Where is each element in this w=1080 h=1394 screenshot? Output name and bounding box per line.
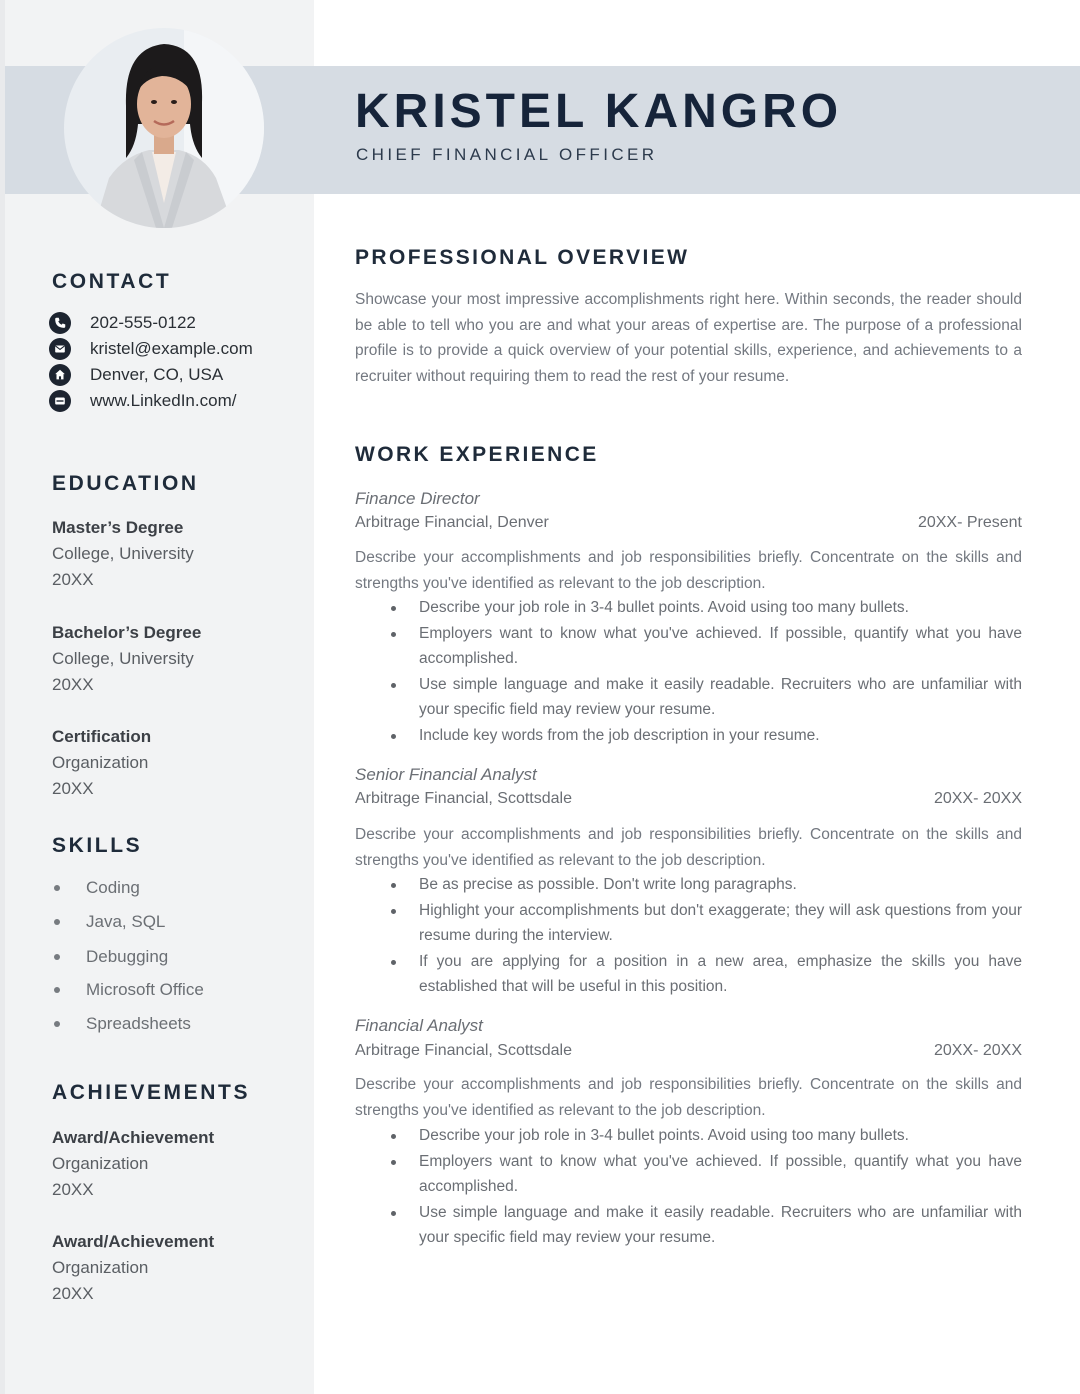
bullet-dot [391,734,396,739]
skill-label: Coding [86,878,140,897]
education-item [52,724,151,802]
education-school: College, University [52,544,194,563]
bullet-dot [54,919,60,925]
job-bullet-text: Highlight your accomplishments but don't exaggerate; they will ask questions from your resume during the interview. [419,901,1022,944]
achievement-year: 20XX [52,1180,94,1199]
job-bullets [355,872,1022,1000]
contact-web-text: www.LinkedIn.com/ [90,391,237,410]
contact-heading: CONTACT [52,270,172,293]
achievement-title: Award/Achievement [52,1128,215,1147]
education-school: College, University [52,649,194,668]
education-year: 20XX [52,675,94,694]
job-dates: 20XX- 20XX [933,790,1022,807]
job-bullet [355,949,1022,1000]
education-year: 20XX [52,779,94,798]
skill-label: Spreadsheets [86,1014,191,1033]
contact-email-text: kristel@example.com [90,339,253,358]
job-meta [355,790,1022,808]
location-icon [49,364,71,386]
education-degree: Certification [52,727,152,746]
skill-item [52,947,168,967]
job-bullet [355,1149,1022,1200]
job-meta [355,1042,1022,1060]
job-bullet-text: If you are applying for a position in a new area, emphasize the skills you have established that will be useful in this position. [419,952,1022,995]
job-bullets [355,595,1022,748]
job-bullet-text: Be as precise as possible. Don't write long paragraphs. [419,876,797,893]
achievement-item [52,1229,214,1307]
work-heading: WORK EXPERIENCE [355,443,599,466]
education-heading: EDUCATION [52,472,199,495]
job-dates: 20XX- Present [917,514,1022,531]
job-bullet [355,595,1022,621]
job-title: Finance Director [355,489,480,508]
contact-phone-text: 202-555-0122 [90,313,196,332]
skills-heading: SKILLS [52,834,143,857]
education-item [52,620,201,698]
job-title: Financial Analyst [355,1016,483,1035]
job-meta [355,514,1022,532]
achievement-title: Award/Achievement [52,1232,215,1251]
overview-heading: PROFESSIONAL OVERVIEW [355,246,690,269]
job-bullet [355,1200,1022,1251]
job-company: Arbitrage Financial, Denver [355,514,549,531]
bullet-dot [391,1211,396,1216]
job-company: Arbitrage Financial, Scottsdale [355,790,572,807]
job-summary: Describe your accomplishments and job responsibilities briefly. Concentrate on the skills and strengths you've identified as relevant to the job description. [355,1076,1022,1119]
bullet-dot [391,606,396,611]
job-bullet [355,872,1022,898]
education-item [52,515,194,593]
job-bullet [355,898,1022,949]
overview-text: Showcase your most impressive accomplishments right here. Within seconds, the reader should be able to tell who you are and what your areas of expertise are. The purpose of a professional profile is to provide a quick overview of your potential skills, experience, and achievements to a recruiter without requiring them to read the rest of your resume. [355,291,1022,385]
bullet-dot [54,1021,60,1027]
achievement-item [52,1125,214,1203]
job-bullet-text: Use simple language and make it easily readable. Recruiters who are unfamiliar with your specific field may review your resume. [419,675,1022,718]
job-summary: Describe your accomplishments and job responsibilities briefly. Concentrate on the skills and strengths you've identified as relevant to the job description. [355,826,1022,869]
contact-web [49,389,236,413]
job-bullet [355,1123,1022,1149]
job-bullets [355,1123,1022,1251]
contact-phone [49,311,196,335]
job-bullet-text: Describe your job role in 3-4 bullet points. Avoid using too many bullets. [419,1127,909,1144]
skill-label: Debugging [86,947,169,966]
job-bullet-text: Describe your job role in 3-4 bullet points. Avoid using too many bullets. [419,599,909,616]
job-title: Senior Financial Analyst [355,765,537,784]
person-name: KRISTEL KANGRO [355,85,843,138]
education-school: Organization [52,753,149,772]
contact-location-text: Denver, CO, USA [90,365,224,384]
job-summary: Describe your accomplishments and job responsibilities briefly. Concentrate on the skills and strengths you've identified as relevant to the job description. [355,549,1022,592]
contact-email [49,337,253,361]
skill-item [52,980,204,1000]
skill-item [52,912,165,932]
education-degree: Bachelor’s Degree [52,623,202,642]
job-bullet-text: Employers want to know what you've achieved. If possible, quantify what you have accomplished. [419,624,1022,667]
education-year: 20XX [52,570,94,589]
web-icon [49,390,71,412]
bullet-dot [391,1160,396,1165]
skill-item [52,878,140,898]
bullet-dot [391,909,396,914]
job-bullet-text: Use simple language and make it easily readable. Recruiters who are unfamiliar with your specific field may review your resume. [419,1203,1022,1246]
achievement-org: Organization [52,1154,149,1173]
job-bullet-text: Employers want to know what you've achieved. If possible, quantify what you have accomplished. [419,1152,1022,1195]
job-dates: 20XX- 20XX [933,1042,1022,1059]
job-bullet [355,672,1022,723]
bullet-dot [54,987,60,993]
job-bullet [355,621,1022,672]
bullet-dot [391,883,396,888]
job-company: Arbitrage Financial, Scottsdale [355,1042,572,1059]
bullet-dot [391,683,396,688]
achievements-heading: ACHIEVEMENTS [52,1081,251,1104]
contact-location [49,363,223,387]
achievement-org: Organization [52,1258,149,1277]
job-title-header: CHIEF FINANCIAL OFFICER [356,145,658,164]
skill-item [52,1014,191,1034]
bullet-dot [391,1134,396,1139]
phone-icon [49,312,71,334]
email-icon [49,338,71,360]
job-bullet-text: Include key words from the job description in your resume. [419,726,820,744]
profile-photo [64,28,264,228]
bullet-dot [391,632,396,637]
achievement-year: 20XX [52,1284,94,1303]
skill-label: Java, SQL [86,912,166,931]
bullet-dot [54,885,60,891]
job-bullet [355,723,1022,749]
bullet-dot [391,960,396,965]
skill-label: Microsoft Office [86,980,204,999]
bullet-dot [54,954,60,960]
education-degree: Master’s Degree [52,518,184,537]
